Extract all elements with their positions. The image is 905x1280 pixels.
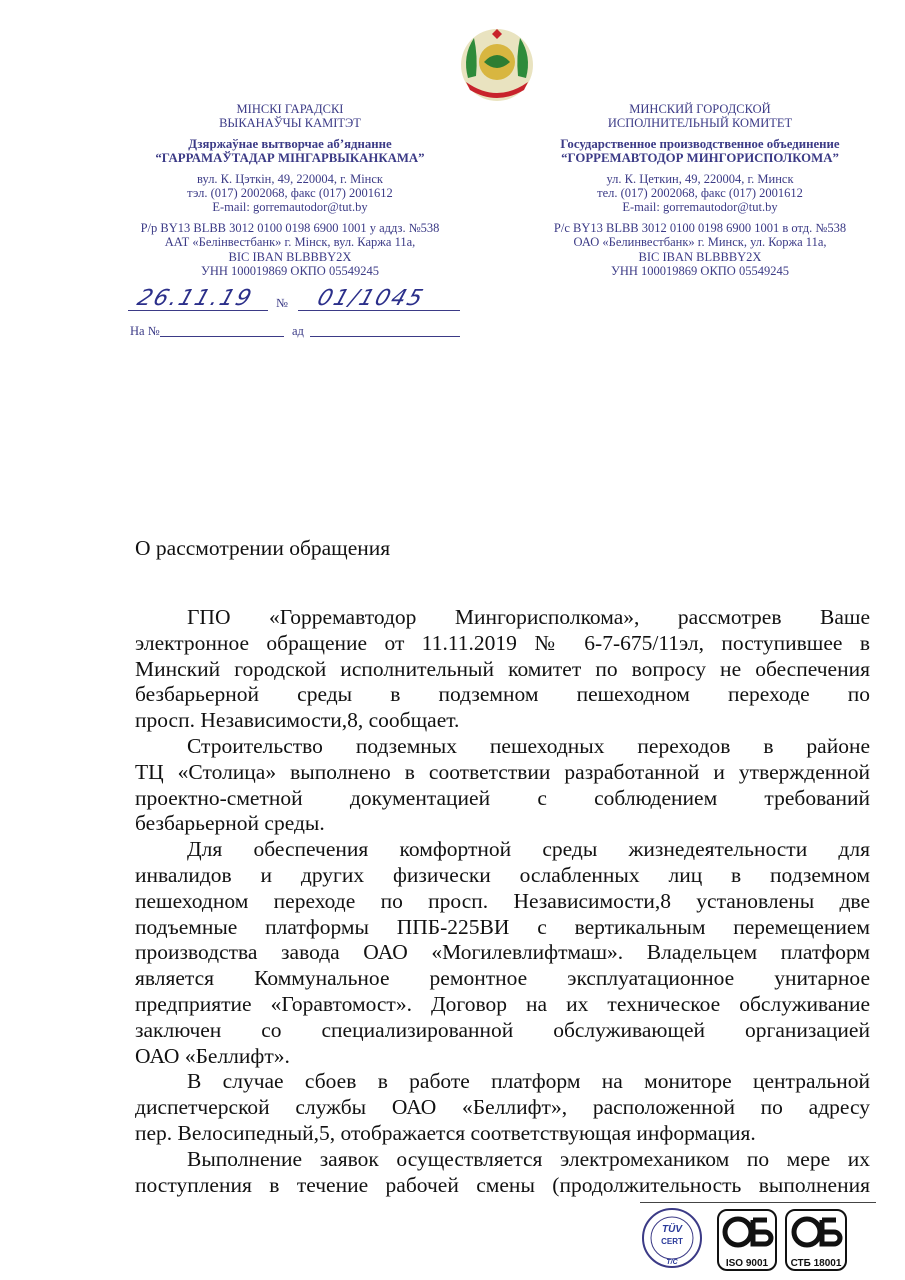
number-sign: № [276,296,288,310]
iso-label: ISO 9001 [725,1258,769,1269]
handwritten-date: 26.11.19 [134,286,257,311]
letterhead-belarusian [100,102,480,278]
paragraph-line: инвалидов и других физически ослабленных лиц в подземном [135,862,870,887]
bank-account: Р/р BY13 BLBB 3012 0100 0198 6900 1001 у аддз. №538 [140,220,440,235]
unn: УНН 100019869 ОКПО 05549245 [201,264,379,279]
paragraph-line: пешеходном переходе по просп. Независимости,8 установлены две [135,888,870,913]
address: вул. К. Цэткін, 49, 220004, г. Мінск [197,171,383,186]
bank-name: ААТ «Белінвестбанк» г. Мінск, вул. Каржа 11а, [164,235,416,250]
stb-18001-logo [786,1210,846,1270]
paragraph [135,605,870,734]
paragraph-line: Для обеспечения комфортной среды жизнедеятельности для [187,837,870,862]
phone: тэл. (017) 2002068, факс (017) 2001612 [187,186,393,201]
iso-9001-logo [718,1210,776,1270]
bic: BIC IBAN BLBBBY2X [228,249,352,264]
footer-rule [640,1202,876,1203]
ref-number-line [160,336,284,337]
bank-account: Р/с BY13 BLBB 3012 0100 0198 6900 1001 в отд. №538 [553,220,847,235]
paragraph [135,837,870,1069]
ref-label: На № [130,324,160,338]
paragraph-line: проектно-сметной документацией с соблюдением требований [135,785,870,810]
bic: BIC IBAN BLBBBY2X [638,249,762,264]
paragraph-line: Минский городской исполнительный комитет по вопросу не обеспечения [135,656,870,681]
letter-subject: О рассмотрении обращения [135,536,391,560]
paragraph-line: В случае сбоев в работе платформ на мониторе центральной [187,1069,870,1094]
tuv-cert-logo [643,1209,701,1267]
letter-body [135,605,870,1198]
paragraph-line: ОАО «Беллифт». [135,1043,290,1068]
tc-text: T/C [666,1259,678,1266]
letterhead-russian [510,102,890,278]
paragraph-line: безбарьерной среды в подземном пешеходном переходе по [135,682,870,707]
paragraph-line: подъемные платформы ППБ-225ВИ с вертикальным перемещением [135,914,870,939]
paragraph [135,1147,870,1199]
suborg-line2: “ГАРРАМАЎТАДАР МІНГАРВЫКАНКАМА” [155,151,425,166]
paragraph-line: поступления в течение рабочей смены (продолжительность выполнения [135,1172,870,1197]
paragraph-line: Выполнение заявок осуществляется электромехаником по мере их [187,1146,870,1171]
email: E-mail: gorremautodor@tut.by [212,200,368,215]
paragraph-line: просп. Независимости,8, сообщает. [135,708,460,733]
unn: УНН 100019869 ОКПО 05549245 [611,264,789,279]
bank-name: ОАО «Белинвестбанк» г. Минск, ул. Коржа 11а, [573,235,827,250]
paragraph-line: Строительство подземных пешеходных переходов в районе [187,733,870,758]
certification-logos [640,1204,855,1276]
paragraph-line: ТЦ «Столица» выполнено в соответствии разработанной и утвержденной [135,759,870,784]
email: E-mail: gorremautodor@tut.by [622,200,778,215]
paragraph [135,1069,870,1146]
paragraph-line: заключен со специализированной обслуживающей организацией [135,1017,870,1042]
org-name-line2: ИСПОЛНИТЕЛЬНЫЙ КОМИТЕТ [607,116,793,131]
suborg-line1: Дзяржаўнае вытворчае аб’яднанне [188,136,392,151]
org-name-line1: МИНСКИЙ ГОРОДСКОЙ [629,102,771,116]
suborg-line2: “ГОРРЕМАВТОДОР МИНГОРИСПОЛКОМА” [561,151,839,166]
paragraph-line: является Коммунальное ремонтное эксплуатационное унитарное [135,966,870,991]
tuv-text: TÜV [662,1224,682,1235]
phone: тел. (017) 2002068, факс (017) 2001612 [597,186,803,201]
handwritten-number: 01/1045 [314,286,428,311]
paragraph-line: диспетчерской службы ОАО «Беллифт», расположенной по адресу [135,1095,870,1120]
cert-text: CERT [661,1237,683,1246]
address: ул. К. Цеткин, 49, 220004, г. Минск [606,171,794,186]
ref-from-label: ад [292,324,304,338]
paragraph-line: производства завода ОАО «Могилевлифтмаш». Владельцем платформ [135,940,870,965]
paragraph-line: электронное обращение от 11.11.2019 № 6-7-675/11эл, поступившее в [135,630,870,655]
paragraph-line: безбарьерной среды. [135,811,325,836]
suborg-line1: Государственное производственное объединение [560,136,840,151]
paragraph-line: предприятие «Горавтомост». Договор на их техническое обслуживание [135,991,870,1016]
paragraph-line: пер. Велосипедный,5, отображается соответствующая информация. [135,1120,756,1145]
stb-label: СТБ 18001 [790,1258,842,1269]
paragraph-line: ГПО «Горремавтодор Мингорисполкома», рассмотрев Ваше [187,605,870,629]
ref-date-line [310,336,460,337]
paragraph [135,734,870,837]
org-name-line1: МІНСКІ ГАРАДСКІ [236,102,344,116]
state-emblem-icon [458,26,536,104]
org-name-line2: ВЫКАНАЎЧЫ КАМІТЭТ [219,116,361,131]
